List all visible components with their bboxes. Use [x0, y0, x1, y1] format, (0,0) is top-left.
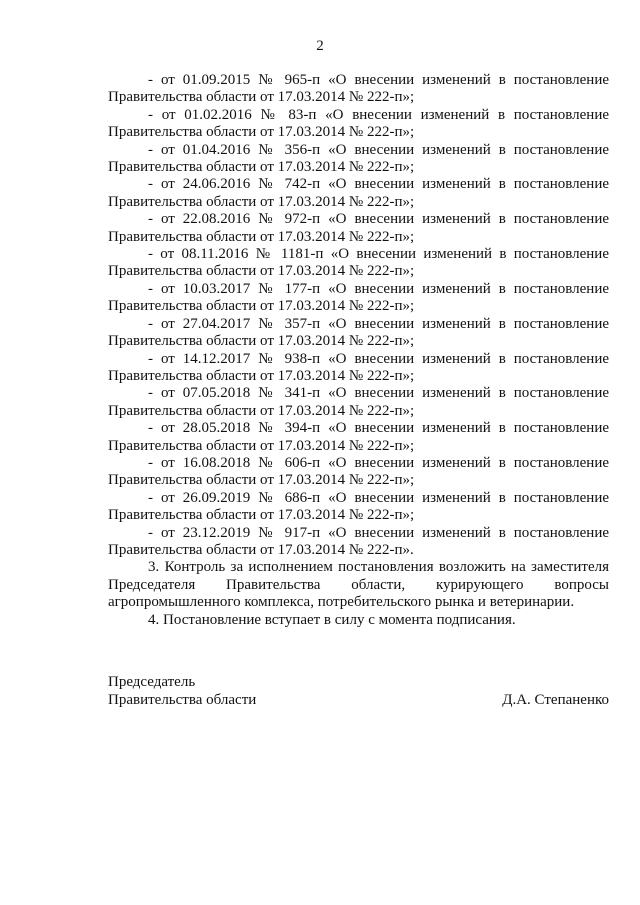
signatory-name: Д.А. Степаненко [502, 692, 609, 708]
signatory-title-line1: Председатель [108, 674, 196, 690]
amendment-item: - от 14.12.2017 № 938-п «О внесении изменений в постановление Правительства области от 17.03.2014 № 222-п»; [108, 350, 609, 384]
amendment-item: - от 10.03.2017 № 177-п «О внесении изменений в постановление Правительства области от 17.03.2014 № 222-п»; [108, 280, 609, 315]
signature-row [108, 691, 609, 709]
amendment-item: - от 28.05.2018 № 394-п «О внесении изменений в постановление Правительства области от 17.03.2014 № 222-п»; [108, 420, 609, 454]
amendments-list [108, 72, 609, 559]
amendment-item: - от 07.05.2018 № 341-п «О внесении изменений в постановление Правительства области от 17.03.2014 № 222-п»; [108, 385, 609, 419]
signature-block [108, 673, 609, 709]
amendment-item: - от 08.11.2016 № 1181-п «О внесении изменений в постановление Правительства области от 17.03.2014 № 222-п»; [108, 246, 609, 280]
clause-3: 3. Контроль за исполнением постановления возложить на заместителя Председателя Правительства области, курирующего вопросы агропромышленного комплекса, потребительского рынка и ветеринарии. [108, 559, 609, 611]
amendment-item: - от 27.04.2017 № 357-п «О внесении изменений в постановление Правительства области от 17.03.2014 № 222-п»; [108, 315, 609, 350]
amendment-item: - от 01.02.2016 № 83-п «О внесении изменений в постановление Правительства области от 17.03.2014 № 222-п»; [108, 106, 609, 141]
page-number: 2 [316, 38, 324, 54]
amendment-item: - от 01.04.2016 № 356-п «О внесении изменений в постановление Правительства области от 17.03.2014 № 222-п»; [108, 141, 609, 176]
amendment-item: - от 22.08.2016 № 972-п «О внесении изменений в постановление Правительства области от 17.03.2014 № 222-п»; [108, 211, 609, 245]
amendment-item: - от 26.09.2019 № 686-п «О внесении изменений в постановление Правительства области от 17.03.2014 № 222-п»; [108, 489, 609, 524]
document-body [108, 72, 609, 629]
clause-4: 4. Постановление вступает в силу с момента подписания. [148, 611, 516, 628]
amendment-item: - от 23.12.2019 № 917-п «О внесении изменений в постановление Правительства области от 17.03.2014 № 222-п». [108, 524, 609, 558]
amendment-item: - от 24.06.2016 № 742-п «О внесении изменений в постановление Правительства области от 17.03.2014 № 222-п»; [108, 176, 609, 210]
signatory-title-line2: Правительства области [108, 692, 257, 708]
amendment-item: - от 16.08.2018 № 606-п «О внесении изменений в постановление Правительства области от 17.03.2014 № 222-п»; [108, 454, 609, 489]
amendment-item: - от 01.09.2015 № 965-п «О внесении изменений в постановление Правительства области от 17.03.2014 № 222-п»; [108, 72, 609, 106]
